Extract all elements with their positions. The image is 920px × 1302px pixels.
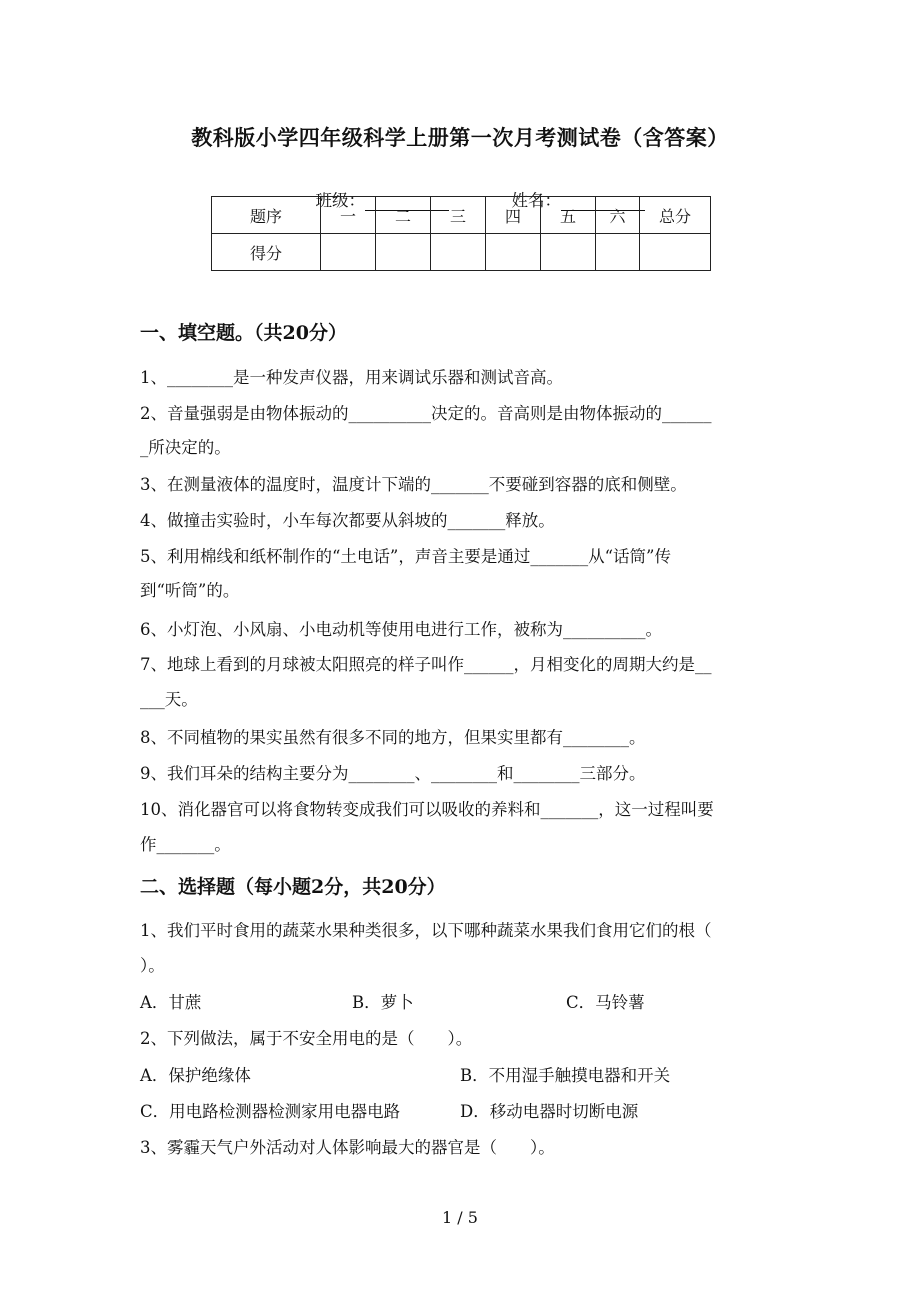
question-line: 3、在测量液体的温度时，温度计下端的_______不要碰到容器的底和侧壁。 bbox=[140, 475, 687, 494]
header-cell: 五 bbox=[541, 197, 596, 234]
question-line: 7、地球上看到的月球被太阳照亮的样子叫作______，月相变化的周期大约是__ bbox=[140, 655, 712, 674]
header-cell: 总分 bbox=[640, 197, 711, 234]
option-d[interactable]: D．移动电器时切断电源 bbox=[460, 1102, 639, 1121]
question-line: 6、小灯泡、小风扇、小电动机等使用电进行工作，被称为__________。 bbox=[140, 620, 662, 639]
section1-heading: 一、填空题。（共20分） bbox=[140, 322, 347, 344]
question-line: 2、音量强弱是由物体振动的__________决定的。音高则是由物体振动的______ bbox=[140, 404, 712, 423]
question-line: _所决定的。 bbox=[140, 438, 231, 457]
option-b[interactable]: B．不用湿手触摸电器和开关 bbox=[460, 1066, 671, 1085]
question-line: 10、消化器官可以将食物转变成我们可以吸收的养料和_______，这一过程叫要 bbox=[140, 800, 714, 819]
score-cell[interactable] bbox=[541, 234, 596, 271]
header-cell: 题序 bbox=[212, 197, 321, 234]
option-a[interactable]: A．甘蔗 bbox=[140, 993, 202, 1012]
header-cell: 六 bbox=[596, 197, 640, 234]
question-line: 3、雾霾天气户外活动对人体影响最大的器官是（ ）。 bbox=[140, 1138, 555, 1157]
option-c[interactable]: C．马铃薯 bbox=[566, 993, 645, 1012]
page-number: 1 / 5 bbox=[442, 1208, 478, 1227]
header-cell: 二 bbox=[376, 197, 431, 234]
class-label: 班级： bbox=[315, 191, 365, 210]
question-line: 2、下列做法，属于不安全用电的是（ ）。 bbox=[140, 1029, 473, 1048]
score-cell[interactable] bbox=[376, 234, 431, 271]
name-label: 姓名： bbox=[511, 191, 561, 210]
question-line: ）。 bbox=[140, 956, 165, 975]
question-line: 8、不同植物的果实虽然有很多不同的地方，但果实里都有________。 bbox=[140, 728, 646, 747]
option-c[interactable]: C．用电路检测器检测家用电器电路 bbox=[140, 1102, 401, 1121]
question-line: 9、我们耳朵的结构主要分为________、________和________三部分。 bbox=[140, 764, 646, 783]
score-header-row bbox=[212, 197, 711, 234]
score-row bbox=[212, 234, 711, 271]
option-a[interactable]: A．保护绝缘体 bbox=[140, 1066, 251, 1085]
question-line: ___天。 bbox=[140, 690, 198, 709]
question-line: 1、我们平时食用的蔬菜水果种类很多，以下哪种蔬菜水果我们食用它们的根（ bbox=[140, 921, 712, 940]
score-cell[interactable] bbox=[321, 234, 376, 271]
score-cell[interactable] bbox=[596, 234, 640, 271]
score-cell[interactable] bbox=[486, 234, 541, 271]
question-line: 1、________是一种发声仪器，用来调试乐器和测试音高。 bbox=[140, 368, 563, 387]
score-table bbox=[211, 196, 711, 271]
question-line: 5、利用棉线和纸杯制作的“土电话”，声音主要是通过_______从“话筒”传 bbox=[140, 547, 671, 566]
header-cell: 三 bbox=[431, 197, 486, 234]
question-line: 4、做撞击实验时，小车每次都要从斜坡的_______释放。 bbox=[140, 511, 555, 530]
score-cell[interactable] bbox=[431, 234, 486, 271]
header-cell: 四 bbox=[486, 197, 541, 234]
question-line: 作_______。 bbox=[140, 835, 231, 854]
option-b[interactable]: B．萝卜 bbox=[352, 993, 414, 1012]
section2-heading: 二、选择题（每小题2分，共20分） bbox=[140, 876, 446, 898]
score-cell[interactable] bbox=[640, 234, 711, 271]
page-title: 教科版小学四年级科学上册第一次月考测试卷（含答案） bbox=[191, 125, 729, 150]
question-line: 到“听筒”的。 bbox=[140, 581, 240, 600]
header-cell: 一 bbox=[321, 197, 376, 234]
row-label-cell: 得分 bbox=[212, 234, 321, 271]
